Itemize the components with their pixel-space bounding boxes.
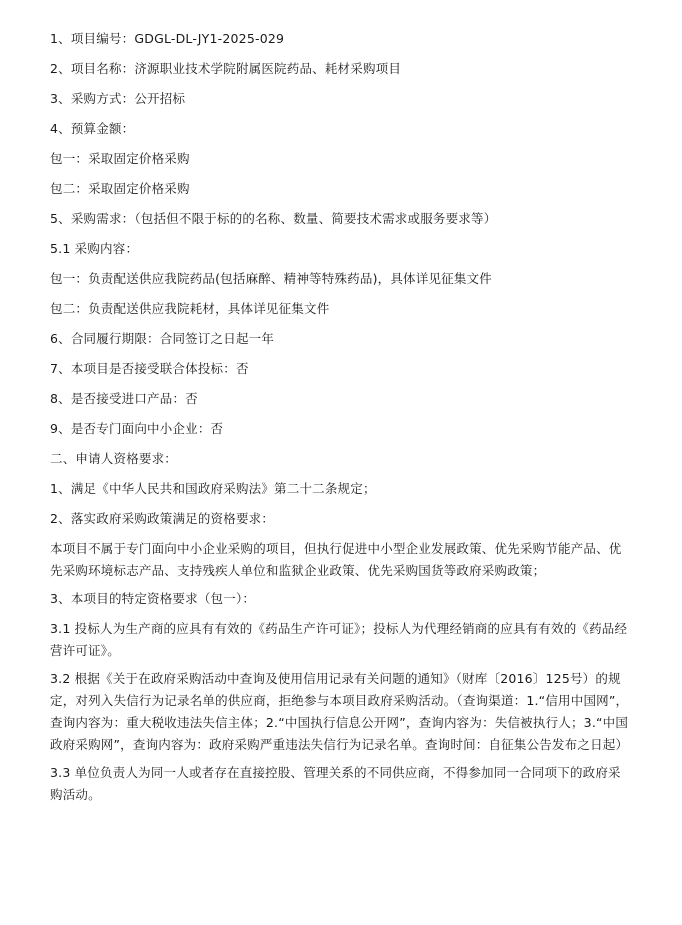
procurement-method: 3、采购方式：公开招标 xyxy=(50,91,186,106)
qualification-3-2: 3.2 根据《关于在政府采购活动中查询及使用信用记录有关问题的通知》（财库〔2016〕125号）的规定，对列入失信行为记录名单的供应商，拒绝参与本项目政府采购活动。（查询渠道：1.“信用中国网”，查询内容为：重大税收违法失信主体；2.“中国执行信息公开网”，查询内容为：失信被执行人；3.“中国政府采购网”，查询内容为：政府采购严重违法失信行为记录名单。查询时间：自征集公告发布之日起） xyxy=(50,671,629,752)
contract-period: 6、合同履行期限：合同签订之日起一年 xyxy=(50,331,275,346)
procurement-requirements: 5、采购需求：（包括但不限于标的的名称、数量、简要技术需求或服务要求等） xyxy=(50,211,497,226)
project-number: 1、项目编号：GDGL-DL-JY1-2025-029 xyxy=(50,31,285,46)
project-name: 2、项目名称：济源职业技术学院附属医院药品、耗材采购项目 xyxy=(50,61,402,76)
qualification-heading: 二、申请人资格要求： xyxy=(50,451,178,466)
package-two-budget: 包二：采取固定价格采购 xyxy=(50,181,190,196)
package-two-content: 包二：负责配送供应我院耗材，具体详见征集文件 xyxy=(50,301,330,316)
qualification-policy-text: 本项目不属于专门面向中小企业采购的项目，但执行促进中小型企业发展政策、优先采购节能产品、优先采购环境标志产品、支持残疾人单位和监狱企业政策、优先采购国货等政府采购政策； xyxy=(50,541,622,578)
qualification-3-1: 3.1 投标人为生产商的应具有有效的《药品生产许可证》；投标人为代理经销商的应具有有效的《药品经营许可证》。 xyxy=(50,621,628,658)
sme-only: 9、是否专门面向中小企业：否 xyxy=(50,421,224,436)
imported-products: 8、是否接受进口产品：否 xyxy=(50,391,198,406)
qualification-3-3: 3.3 单位负责人为同一人或者存在直接控股、管理关系的不同供应商，不得参加同一合同项下的政府采购活动。 xyxy=(50,765,621,802)
consortium-bidding: 7、本项目是否接受联合体投标：否 xyxy=(50,361,249,376)
qualification-law: 1、满足《中华人民共和国政府采购法》第二十二条规定； xyxy=(50,481,376,496)
procurement-content-heading: 5.1 采购内容： xyxy=(50,241,139,256)
package-one-content: 包一：负责配送供应我院药品(包括麻醉、精神等特殊药品)，具体详见征集文件 xyxy=(50,271,492,286)
qualification-policy-heading: 2、落实政府采购政策满足的资格要求： xyxy=(50,511,275,526)
budget-amount: 4、预算金额： xyxy=(50,121,135,136)
package-one-budget: 包一：采取固定价格采购 xyxy=(50,151,190,166)
specific-qualification-heading: 3、本项目的特定资格要求（包一）： xyxy=(50,591,256,606)
